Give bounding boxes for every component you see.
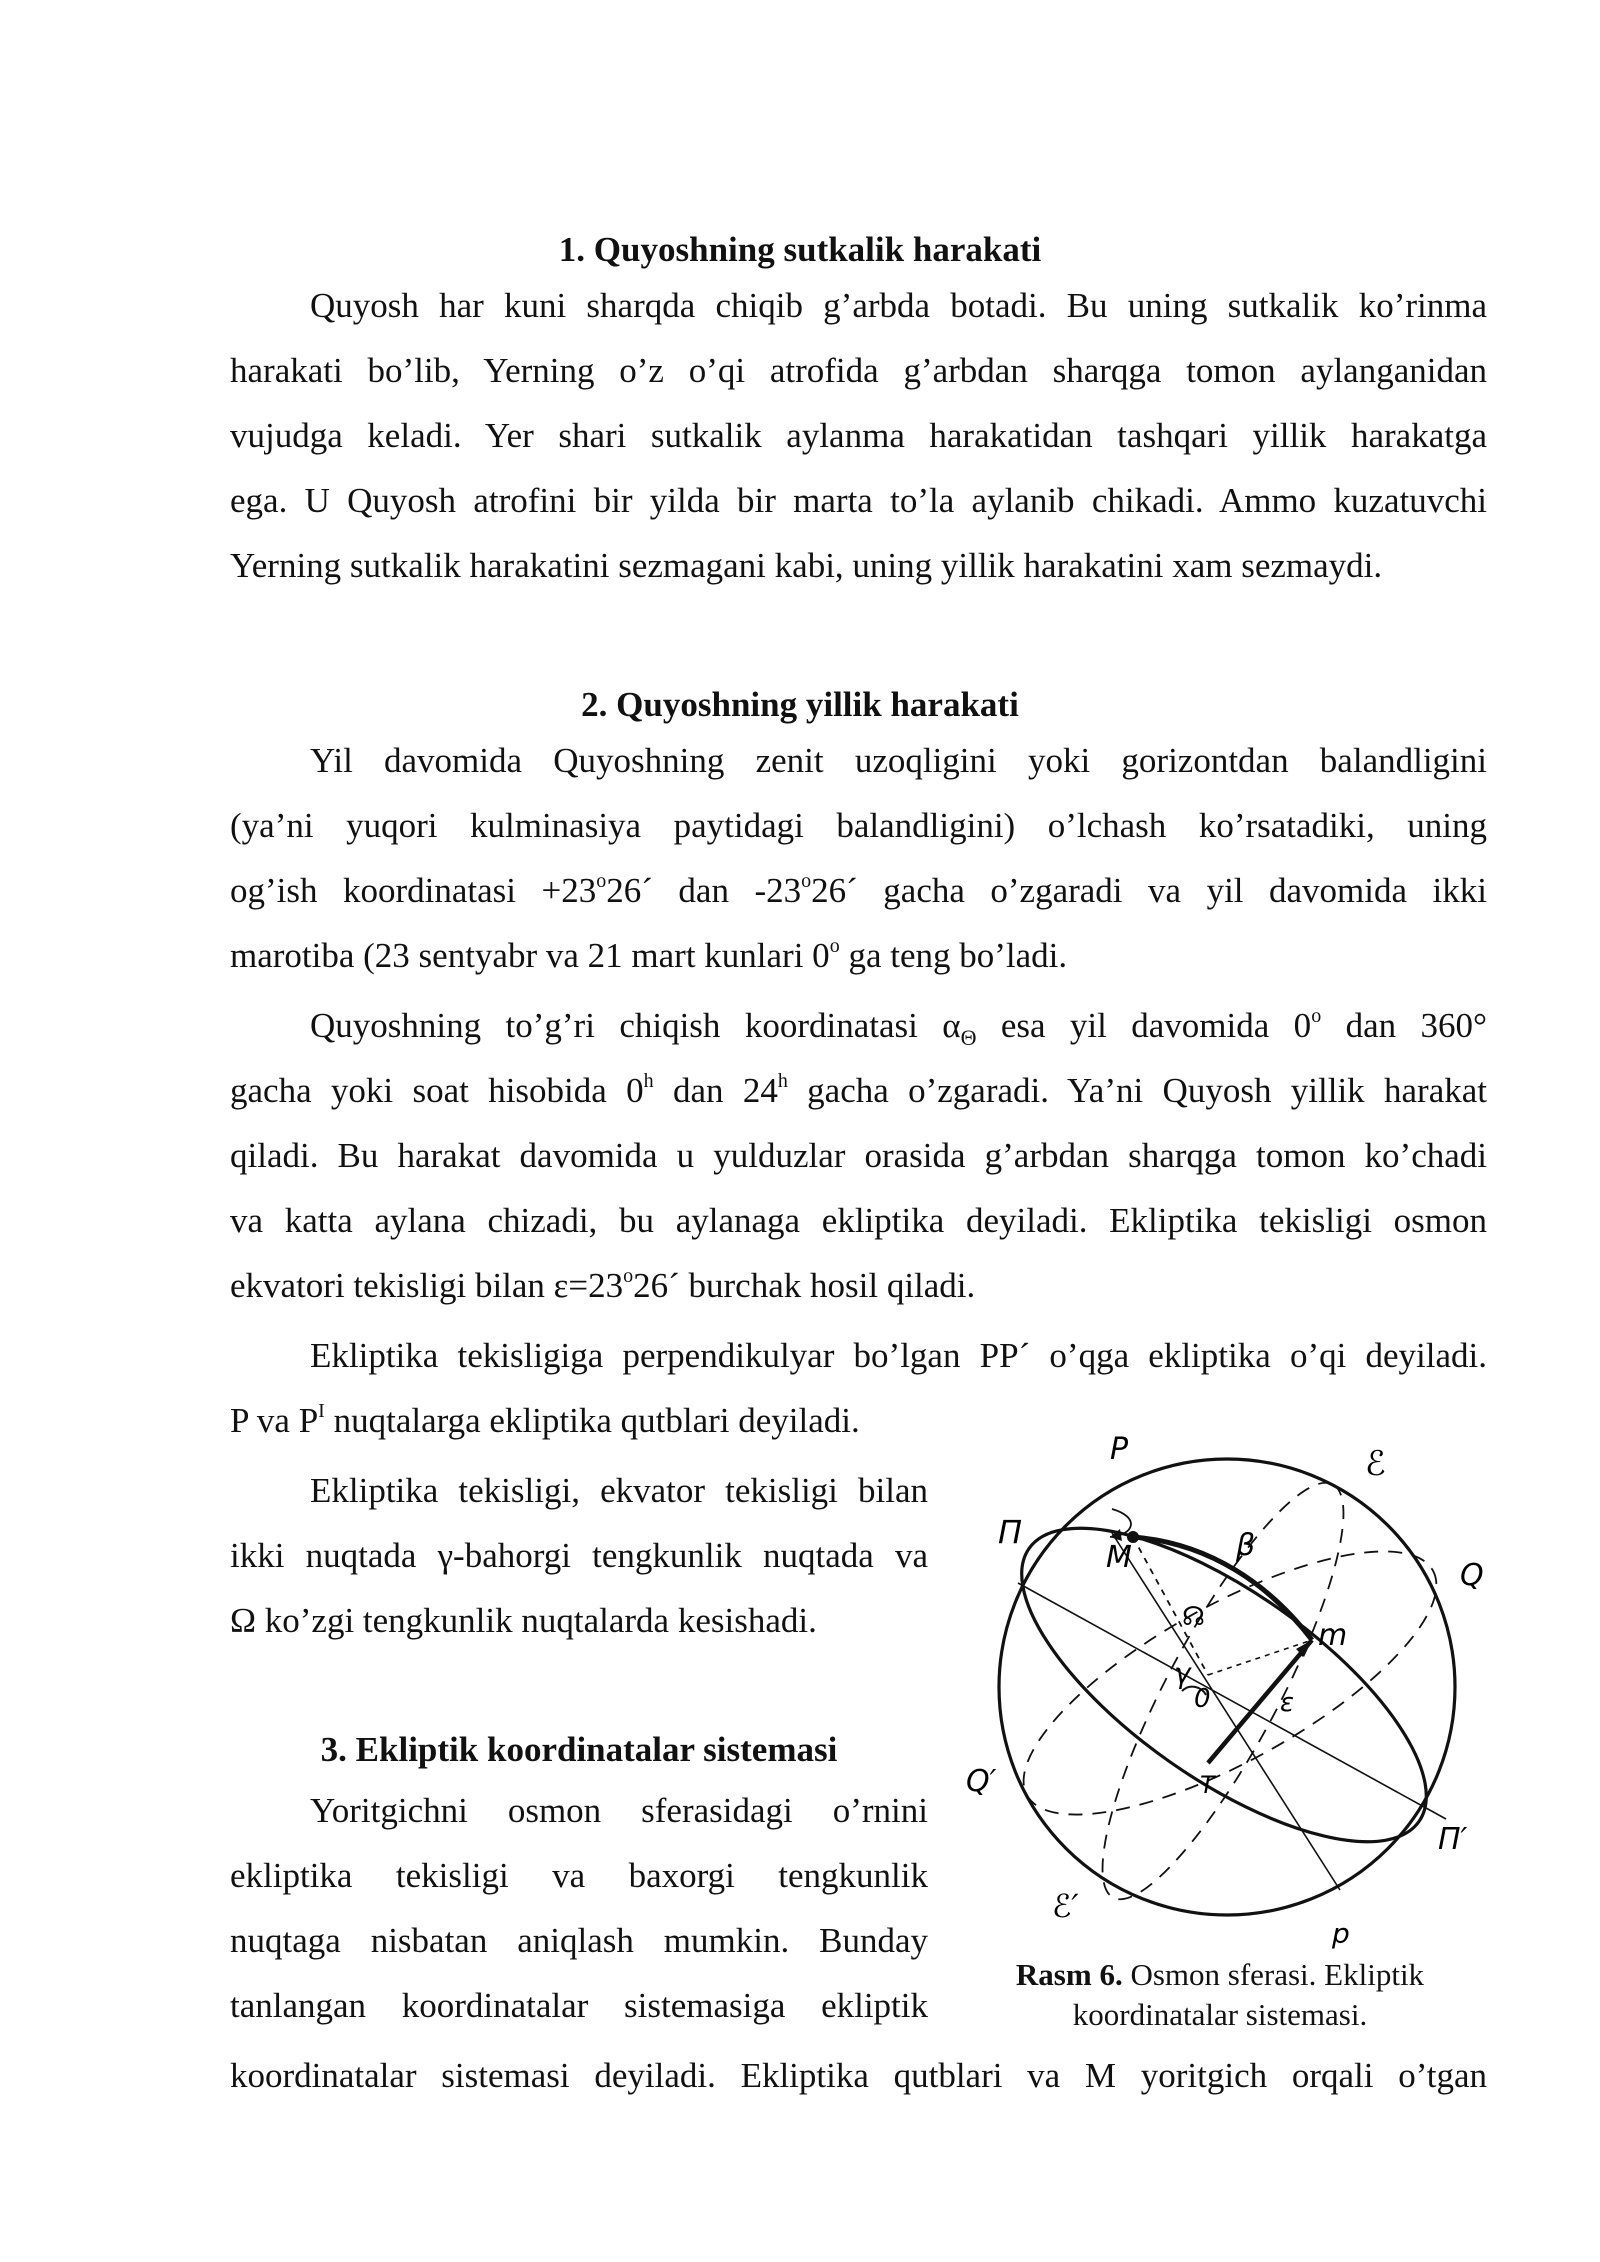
paragraph-line: harakati bo’lib, Yerning o’z o’qi atrofida g’arbdan sharqga tomon aylanganidan	[230, 351, 1487, 390]
label-Q-prime: Q′	[966, 1764, 997, 1799]
paragraph-line: Yil davomida Quyoshning zenit uzoqligini yoki gorizontdan balandligini	[310, 741, 1487, 780]
section-3-title: 3. Ekliptik koordinatalar sistemasi	[320, 1730, 838, 1769]
ecliptic-axis	[1112, 1533, 1340, 1890]
label-Pi-prime: Π′	[1438, 1822, 1468, 1857]
paragraph-line: Ω ko’zgi tengkunlik nuqtalarda kesishadi.	[230, 1601, 817, 1640]
sphere-outline	[999, 1459, 1455, 1915]
paragraph-line: va katta aylana chizadi, bu aylanaga ekliptika deyiladi. Ekliptika tekisligi osmon	[230, 1201, 1487, 1240]
paragraph-line: qiladi. Bu harakat davomida u yulduzlar orasida g’arbdan sharqga tomon ko’chadi	[230, 1136, 1487, 1175]
paragraph-line: Yerning sutkalik harakatini sezmagani kabi, uning yillik harakatini xam sezmaydi.	[230, 546, 1383, 585]
label-epsilon: ε	[1280, 1688, 1295, 1718]
section-2-title: 2. Quyoshning yillik harakati	[581, 685, 1019, 724]
label-m: m	[1318, 1618, 1348, 1653]
paragraph-line: ega. U Quyosh atrofini bir yilda bir marta to’la aylanib chikadi. Ammo kuzatuvchi	[230, 481, 1487, 520]
paragraph-line: tanlangan koordinatalar sistemasiga ekliptik	[230, 1986, 928, 2025]
label-omega: ☊	[1182, 1602, 1206, 1632]
caption-number: Rasm 6.	[1015, 1957, 1123, 1992]
longitude-arc	[1208, 1640, 1312, 1763]
label-O: 0	[1194, 1684, 1211, 1714]
label-Q: Q	[1460, 1558, 1484, 1593]
paragraph-line: gacha yoki soat hisobida 0$^h$ dan 24$^h$ gacha o’zgaradi. Ya’ni Quyosh yillik harakat	[230, 1070, 1487, 1110]
label-p: p	[1332, 1917, 1350, 1950]
figure-caption: Rasm 6. Osmon sferasi. Ekliptik koordinatalar sistemasi.	[1015, 1957, 1425, 2032]
section-1-title: 1. Quyoshning sutkalik harakati	[558, 230, 1042, 269]
paragraph-line: (ya’ni yuqori kulminasiya paytidagi balandligini) o’lchash ko’rsatadiki, uning	[230, 806, 1487, 845]
latitude-arc	[1133, 1537, 1312, 1640]
celestial-equator	[989, 1502, 1470, 1863]
paragraph-line: Yoritgichni osmon sferasidagi o’rnini	[310, 1791, 928, 1830]
label-M: M	[1106, 1540, 1132, 1575]
label-E-prime: ℰ′	[1052, 1887, 1079, 1925]
paragraph-line: ekliptika tekisligi va baxorgi tengkunlik	[230, 1856, 928, 1895]
paragraph-line: Quyosh har kuni sharqda chiqib g’arbda botadi. Bu uning sutkalik ko’rinma	[310, 286, 1487, 325]
paragraph-line: ikki nuqtada γ-bahorgi tengkunlik nuqtada va	[230, 1536, 928, 1575]
colure-circle	[1064, 1458, 1383, 1924]
paragraph-line: Ekliptika tekisligiga perpendikulyar bo’lgan PP´ o’qga ekliptika o’qi deyiladi.	[310, 1336, 1487, 1375]
paragraph-line: Ekliptika tekisligi, ekvator tekisligi bilan	[310, 1471, 928, 1510]
label-Pi: Π	[998, 1513, 1023, 1551]
label-beta: β	[1236, 1528, 1256, 1563]
paragraph-line: og’ish koordinatasi $+23^o26´$ dan -23$^o$26´ gacha o’zgaradi va yil davomida ikki	[230, 870, 1487, 910]
label-gamma: γ	[1174, 1657, 1191, 1690]
paragraph-line: ekvatori tekisligi bilan $\varepsilon=23^o26´$ burchak hosil qiladi.	[230, 1265, 976, 1305]
paragraph-line: marotiba (23 sentyabr va 21 mart kunlari 0$^o$ ga teng bo’ladi.	[230, 935, 1068, 975]
paragraph-line: nuqtaga nisbatan aniqlash mumkin. Bunday	[230, 1921, 928, 1960]
paragraph-line: P va $P^I$ nuqtalarga ekliptika qutblari deyiladi.	[230, 1400, 860, 1440]
label-P: P	[1110, 1432, 1129, 1467]
paragraph-line: koordinatalar sistemasi deyiladi. Ekliptika qutblari va M yoritgich orqali o’tgan	[230, 2056, 1487, 2095]
label-E: ℰ	[1365, 1444, 1386, 1484]
paragraph-line: Quyoshning to’g’ri chiqish koordinatasi $\alpha_\Theta$ esa yil davomida 0$^o$ dan 360°	[310, 1005, 1487, 1049]
label-T: T	[1200, 1771, 1215, 1799]
paragraph-line: vujudga keladi. Yer shari sutkalik aylanma harakatidan tashqari yillik harakatga	[230, 416, 1487, 455]
celestial-sphere-diagram	[960, 1425, 1500, 1965]
